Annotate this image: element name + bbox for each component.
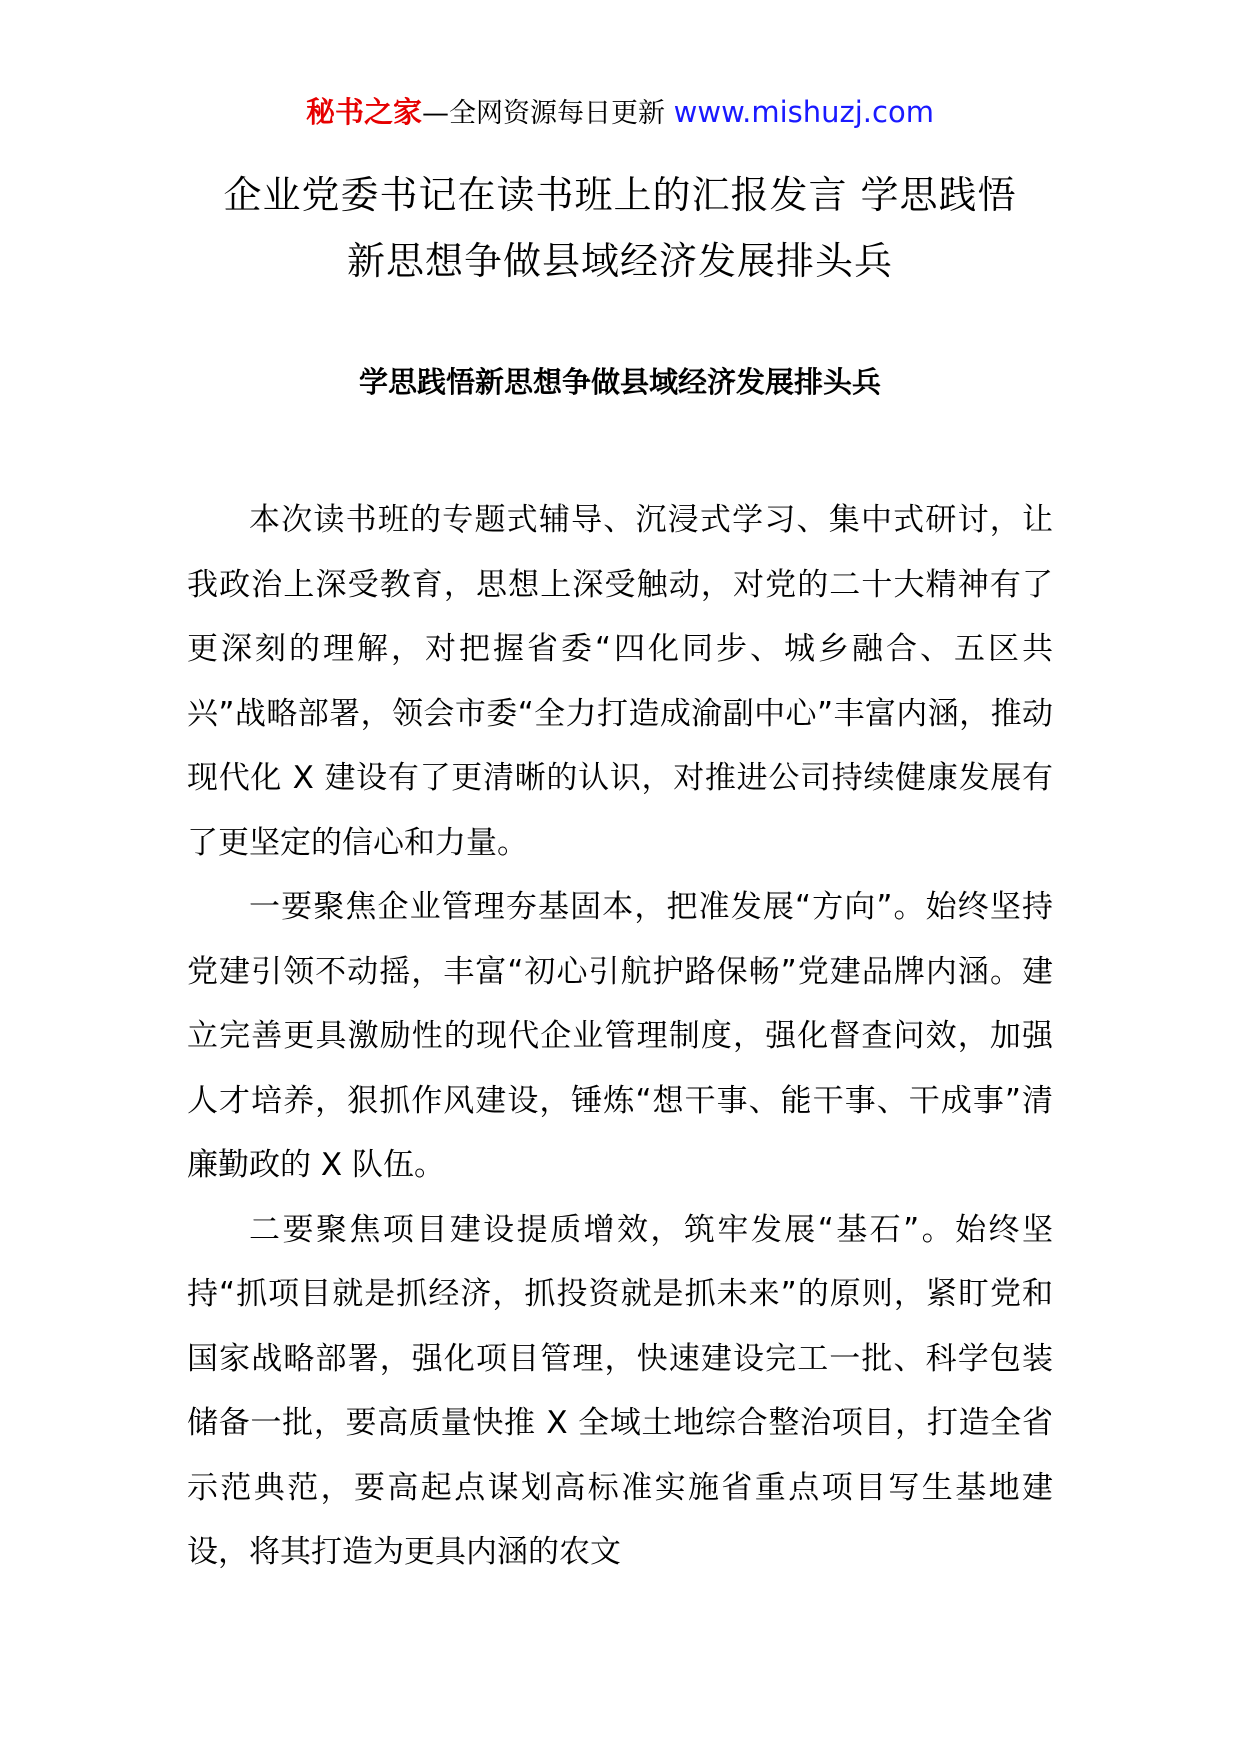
document-title	[140, 162, 1100, 294]
header-slogan: —全网资源每日更新	[422, 98, 666, 129]
paragraph-intro: 本次读书班的专题式辅导、沉浸式学习、集中式研讨，让我政治上深受教育，思想上深受触动，对党的二十大精神有了更深刻的理解，对把握省委“四化同步、城乡融合、五区共兴”战略部署，领会市委“全力打造成渝副中心”丰富内涵，推动现代化 X 建设有了更清晰的认识，对推进公司持续健康发展有了更坚定的信心和力量。	[187, 502, 1053, 861]
document-subtitle: 学思践悟新思想争做县域经济发展排头兵	[358, 365, 881, 399]
paragraph-point-2: 二要聚焦项目建设提质增效，筑牢发展“基石”。始终坚持“抓项目就是抓经济，抓投资就是抓未来”的原则，紧盯党和国家战略部署，强化项目管理，快速建设完工一批、科学包装储备一批，要高质量快推 X 全域土地综合整治项目，打造全省示范典范，要高起点谋划高标准实施省重点项目写生基地建设，将其打造为更具内涵的农文	[187, 1211, 1053, 1570]
brand-name: 秘书之家	[306, 95, 423, 129]
site-url-link[interactable]: www.mishuzj.com	[673, 95, 934, 129]
site-header	[0, 94, 1240, 132]
paragraph-point-1: 一要聚焦企业管理夯基固本，把准发展“方向”。始终坚持党建引领不动摇，丰富“初心引航护路保畅”党建品牌内涵。建立完善更具激励性的现代企业管理制度，强化督查问效，加强人才培养，狠抓作风建设，锤炼“想干事、能干事、干成事”清廉勤政的 X 队伍。	[187, 889, 1053, 1183]
document-body	[187, 488, 1053, 1585]
title-line-2: 新思想争做县域经济发展排头兵	[346, 239, 893, 283]
title-line-1: 企业党委书记在读书班上的汇报发言 学思践悟	[223, 173, 1017, 217]
